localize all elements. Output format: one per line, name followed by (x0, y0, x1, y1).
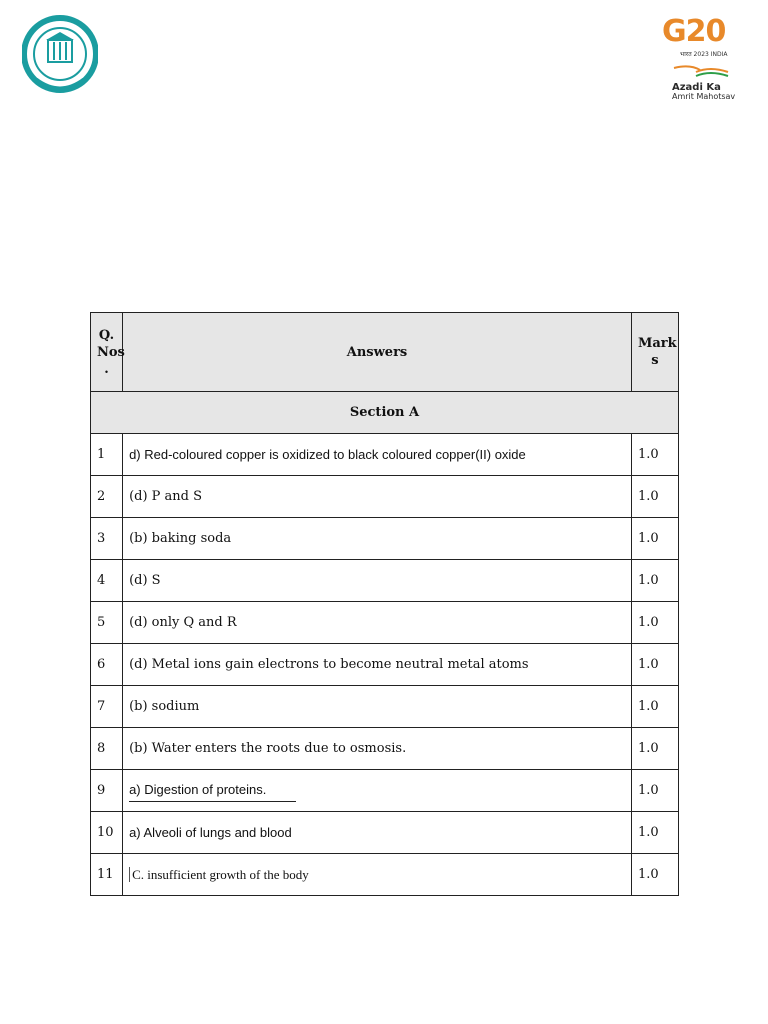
g20-subtitle: भारत 2023 INDIA (680, 51, 728, 58)
q-number: 4 (91, 560, 123, 602)
q-number: 8 (91, 728, 123, 770)
q-number: 11 (91, 854, 123, 896)
marks-cell: 1.0 (631, 602, 678, 644)
q-number: 10 (91, 812, 123, 854)
cbse-emblem-icon (22, 14, 98, 100)
table-row (91, 854, 679, 896)
answer-cell: a) Digestion of proteins. (129, 780, 296, 802)
section-label: Section A (91, 392, 679, 434)
answer-cell: a) Alveoli of lungs and blood (123, 812, 632, 854)
marks-cell: 1.0 (631, 644, 678, 686)
answer-cell: C. insufficient growth of the body (129, 867, 309, 882)
marks-cell: 1.0 (631, 812, 678, 854)
header-qno: Q. Nos . (91, 313, 123, 392)
answer-cell-container (123, 770, 632, 812)
marks-cell: 1.0 (631, 476, 678, 518)
q-number: 1 (91, 434, 123, 476)
answer-cell: (b) Water enters the roots due to osmosis. (123, 728, 632, 770)
table-header-row (91, 313, 679, 392)
aka-title: Azadi Ka (672, 82, 721, 93)
q-number: 9 (91, 770, 123, 812)
aka-subtitle: Amrit Mahotsav (672, 92, 736, 101)
q-number: 7 (91, 686, 123, 728)
marks-cell: 1.0 (631, 728, 678, 770)
marks-cell: 1.0 (631, 434, 678, 476)
header-marks: Mark s (631, 313, 678, 392)
marks-cell: 1.0 (631, 518, 678, 560)
table-row (91, 812, 679, 854)
q-number: 5 (91, 602, 123, 644)
table-row (91, 602, 679, 644)
q-number: 3 (91, 518, 123, 560)
table-row (91, 518, 679, 560)
answer-cell: d) Red-coloured copper is oxidized to black coloured copper(II) oxide (123, 434, 632, 476)
answer-cell: (d) Metal ions gain electrons to become neutral metal atoms (123, 644, 632, 686)
answer-cell: (b) baking soda (123, 518, 632, 560)
q-number: 2 (91, 476, 123, 518)
answer-cell-container (123, 854, 632, 896)
answer-cell: (d) P and S (123, 476, 632, 518)
g20-logo (660, 12, 748, 101)
table-row (91, 476, 679, 518)
table-row (91, 686, 679, 728)
table-row (91, 644, 679, 686)
answer-table (90, 312, 679, 896)
marks-cell: 1.0 (631, 560, 678, 602)
marks-cell: 1.0 (631, 854, 678, 896)
section-row (91, 392, 679, 434)
marks-cell: 1.0 (631, 770, 678, 812)
table-row (91, 560, 679, 602)
table-row (91, 770, 679, 812)
answer-cell: (b) sodium (123, 686, 632, 728)
q-number: 6 (91, 644, 123, 686)
header-answers: Answers (123, 313, 632, 392)
g20-logo-text: G20 (662, 14, 726, 49)
table-row (91, 434, 679, 476)
table-row (91, 728, 679, 770)
marks-cell: 1.0 (631, 686, 678, 728)
answer-cell: (d) only Q and R (123, 602, 632, 644)
answer-cell: (d) S (123, 560, 632, 602)
